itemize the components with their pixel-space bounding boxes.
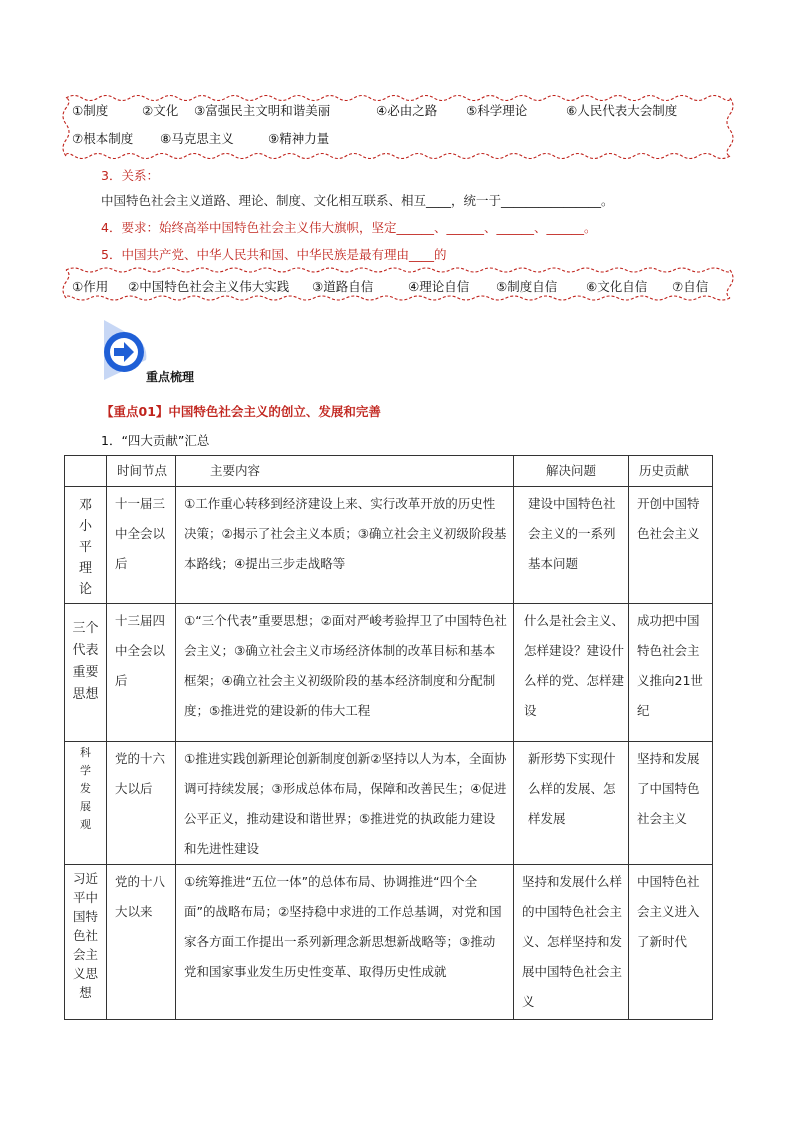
option: ⑨精神力量: [268, 131, 330, 146]
theory-name: 三个代表重要思想: [65, 604, 107, 742]
table-row: [65, 865, 713, 1020]
option: ⑤制度自信: [496, 279, 558, 294]
table-row: [65, 742, 713, 865]
answer-options-box-2: [60, 266, 736, 302]
theory-name: 邓小平理论: [65, 487, 107, 604]
option: ⑥人民代表大会制度: [566, 103, 678, 118]
options-row-1: [72, 101, 677, 119]
main-content: ①推进实践创新理论创新制度创新②坚持以人为本，全面协调可持续发展；③形成总体布局，保障和改善民生；④促进公平正义，推动建设和谐世界；⑤推进党的执政能力建设和先进性建设: [176, 742, 514, 865]
main-content: ①统筹推进“五位一体”的总体布局、协调推进“四个全面”的战略布局；②坚持稳中求进的工作总基调，对党和国家各方面工作提出一系列新理念新思想新战略等；③推动党和国家事业发生历史性变革、取得历史性成就: [176, 865, 514, 1020]
problem-solved: 建设中国特色社会主义的一系列基本问题: [514, 487, 629, 604]
main-content: ①“三个代表”重要思想；②面对严峻考验捍卫了中国特色社会主义；③确立社会主义市场经济体制的改革目标和基本框架；④确立社会主义初级阶段的基本经济制度和分配制度；⑤推进党的建设新的伟大工程: [176, 604, 514, 742]
problem-solved: 什么是社会主义、怎样建设？建设什么样的党、怎样建设: [514, 604, 629, 742]
option: ①制度: [72, 103, 109, 118]
problem-solved: 新形势下实现什么样的发展、怎样发展: [514, 742, 629, 865]
option: ⑤科学理论: [466, 103, 528, 118]
option: ④必由之路: [376, 103, 438, 118]
option: ⑦自信: [672, 279, 709, 294]
arrow-right-icon: [100, 320, 150, 382]
answer-options-box-1: [60, 93, 736, 161]
table-row: [65, 487, 713, 604]
options-row-1: [72, 277, 708, 295]
header-cell: 历史贡献: [629, 456, 713, 487]
main-content: ①工作重心转移到经济建设上来、实行改革开放的历史性决策；②揭示了社会主义本质；③确立社会主义初级阶段基本路线；④提出三步走战略等: [176, 487, 514, 604]
subsection-title: 1．“四大贡献”汇总: [101, 433, 210, 448]
option: ①作用: [72, 279, 109, 294]
header-cell: 主要内容: [176, 456, 514, 487]
time-node: 党的十八大以来: [107, 865, 176, 1020]
time-node: 党的十六大以后: [107, 742, 176, 865]
historical-contribution: 开创中国特色社会主义: [629, 487, 713, 604]
item-5: 5．中国共产党、中华人民共和国、中华民族是最有理由____的: [101, 247, 447, 262]
item-4: 4．要求：始终高举中国特色社会主义伟大旗帜，坚定______、______、______、______。: [101, 220, 597, 235]
header-cell: 解决问题: [514, 456, 629, 487]
header-cell: 时间节点: [107, 456, 176, 487]
key-point-title: 【重点01】中国特色社会主义的创立、发展和完善: [101, 404, 381, 419]
time-node: 十一届三中全会以后: [107, 487, 176, 604]
item-3-body: 中国特色社会主义道路、理论、制度、文化相互联系、相互____，统一于________________。: [101, 193, 614, 208]
header-cell: [65, 456, 107, 487]
option: ②文化: [142, 103, 179, 118]
historical-contribution: 成功把中国特色社会主义推向21世纪: [629, 604, 713, 742]
item-3-label: 3．关系：: [101, 168, 159, 183]
option: ③富强民主文明和谐美丽: [194, 103, 331, 118]
table-row: [65, 604, 713, 742]
option: ④理论自信: [408, 279, 470, 294]
historical-contribution: 坚持和发展了中国特色社会主义: [629, 742, 713, 865]
table-header-row: [65, 456, 713, 487]
option: ③道路自信: [312, 279, 374, 294]
theory-name: 习近平中国特色社会主义思想: [65, 865, 107, 1020]
section-title: 重点梳理: [146, 370, 195, 384]
option: ⑦根本制度: [72, 131, 134, 146]
historical-contribution: 中国特色社会主义进入了新时代: [629, 865, 713, 1020]
theory-name: 科学发展观: [65, 742, 107, 865]
four-contributions-table: [64, 455, 713, 1020]
time-node: 十三届四中全会以后: [107, 604, 176, 742]
problem-solved: 坚持和发展什么样的中国特色社会主义、怎样坚持和发展中国特色社会主义: [514, 865, 629, 1020]
options-row-2: [72, 129, 329, 147]
option: ⑥文化自信: [586, 279, 648, 294]
option: ②中国特色社会主义伟大实践: [128, 279, 290, 294]
option: ⑧马克思主义: [160, 131, 234, 146]
